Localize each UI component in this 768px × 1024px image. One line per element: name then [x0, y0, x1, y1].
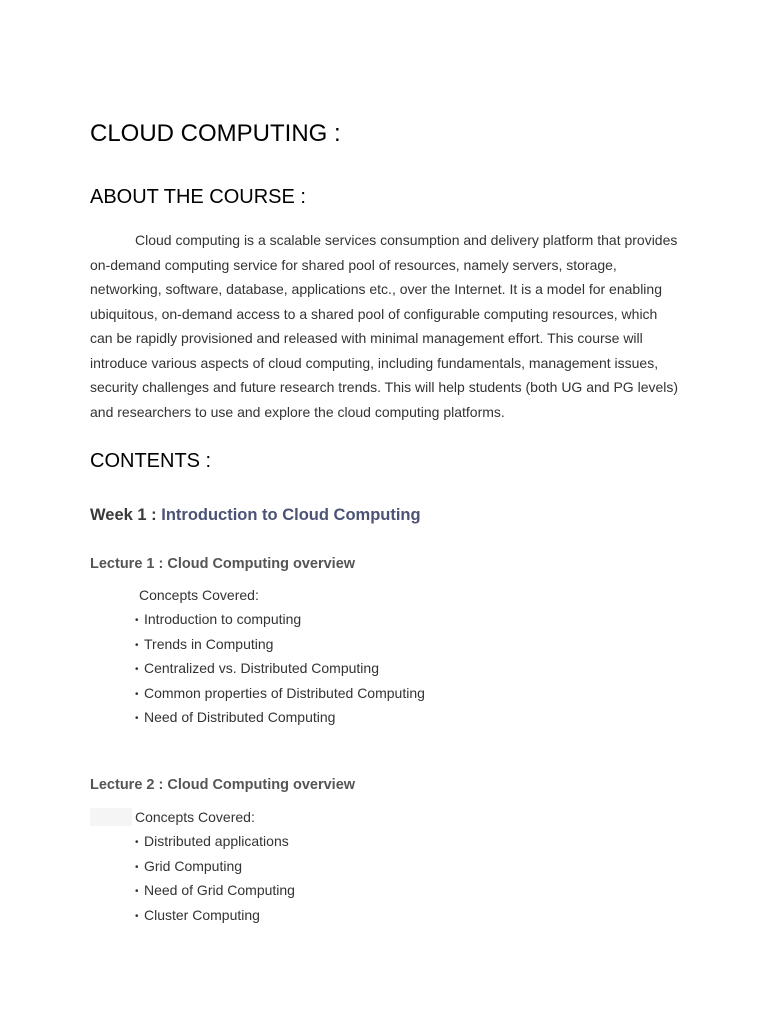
- bullet-icon: •: [135, 664, 139, 676]
- list-item-text: Grid Computing: [144, 857, 243, 874]
- list-item: [135, 656, 425, 681]
- week-title: Introduction to Cloud Computing: [161, 506, 421, 524]
- list-item-text: Introduction to computing: [144, 611, 302, 627]
- bullet-icon: •: [135, 886, 139, 898]
- indent-shading: [90, 808, 132, 826]
- lecture-2-concepts-label: Concepts Covered:: [135, 809, 255, 825]
- bullet-icon: •: [135, 639, 139, 651]
- list-item-text: Distributed applications: [144, 833, 289, 849]
- list-item-text: Trends in Computing: [144, 635, 274, 652]
- contents-heading: CONTENTS :: [90, 450, 212, 472]
- lecture-1-heading: Lecture 1 : Cloud Computing overview: [90, 556, 356, 572]
- week-prefix: Week 1 :: [90, 506, 162, 524]
- page-title: CLOUD COMPUTING :: [90, 120, 341, 147]
- bullet-icon: •: [135, 615, 139, 626]
- list-item-text: Cluster Computing: [144, 906, 260, 923]
- list-item-text: Common properties of Distributed Computing: [144, 684, 425, 701]
- lecture-2-heading: Lecture 2 : Cloud Computing overview: [90, 777, 356, 793]
- bullet-icon: •: [135, 688, 139, 700]
- bullet-icon: •: [135, 910, 139, 922]
- bullet-icon: •: [135, 837, 139, 848]
- list-item: [135, 607, 425, 632]
- list-item: [135, 681, 425, 706]
- list-item-text: Need of Grid Computing: [144, 882, 295, 899]
- list-item-text: Centralized vs. Distributed Computing: [144, 660, 379, 677]
- list-item: [135, 903, 295, 928]
- bullet-icon: •: [135, 861, 139, 873]
- list-item: [135, 829, 295, 854]
- lecture-1-concepts-list: [135, 607, 425, 730]
- list-item: [135, 854, 295, 879]
- bullet-icon: •: [135, 713, 139, 725]
- list-item: [135, 878, 295, 903]
- list-item-text: Need of Distributed Computing: [144, 709, 336, 726]
- list-item: [135, 632, 425, 657]
- list-item: [135, 705, 425, 730]
- week-heading: [90, 506, 421, 525]
- about-heading: ABOUT THE COURSE :: [90, 186, 306, 208]
- lecture-2-concepts-list: [135, 829, 295, 927]
- lecture-1-concepts-label: Concepts Covered:: [139, 587, 259, 603]
- about-paragraph: Cloud computing is a scalable services consumption and delivery platform that provides on-demand computing service for shared pool of resources, namely servers, storage, networking, software, database, applications etc., over the Internet. It is a model for enabling ubiquitous, on-demand access to a shared pool of configurable computing resources, which can be rapidly provisioned and released with minimal management effort. This course will introduce various aspects of cloud computing, including fundamentals, management issues, security challenges and future research trends. This will help students (both UG and PG levels) and researchers to use and explore the cloud computing platforms.: [90, 232, 679, 420]
